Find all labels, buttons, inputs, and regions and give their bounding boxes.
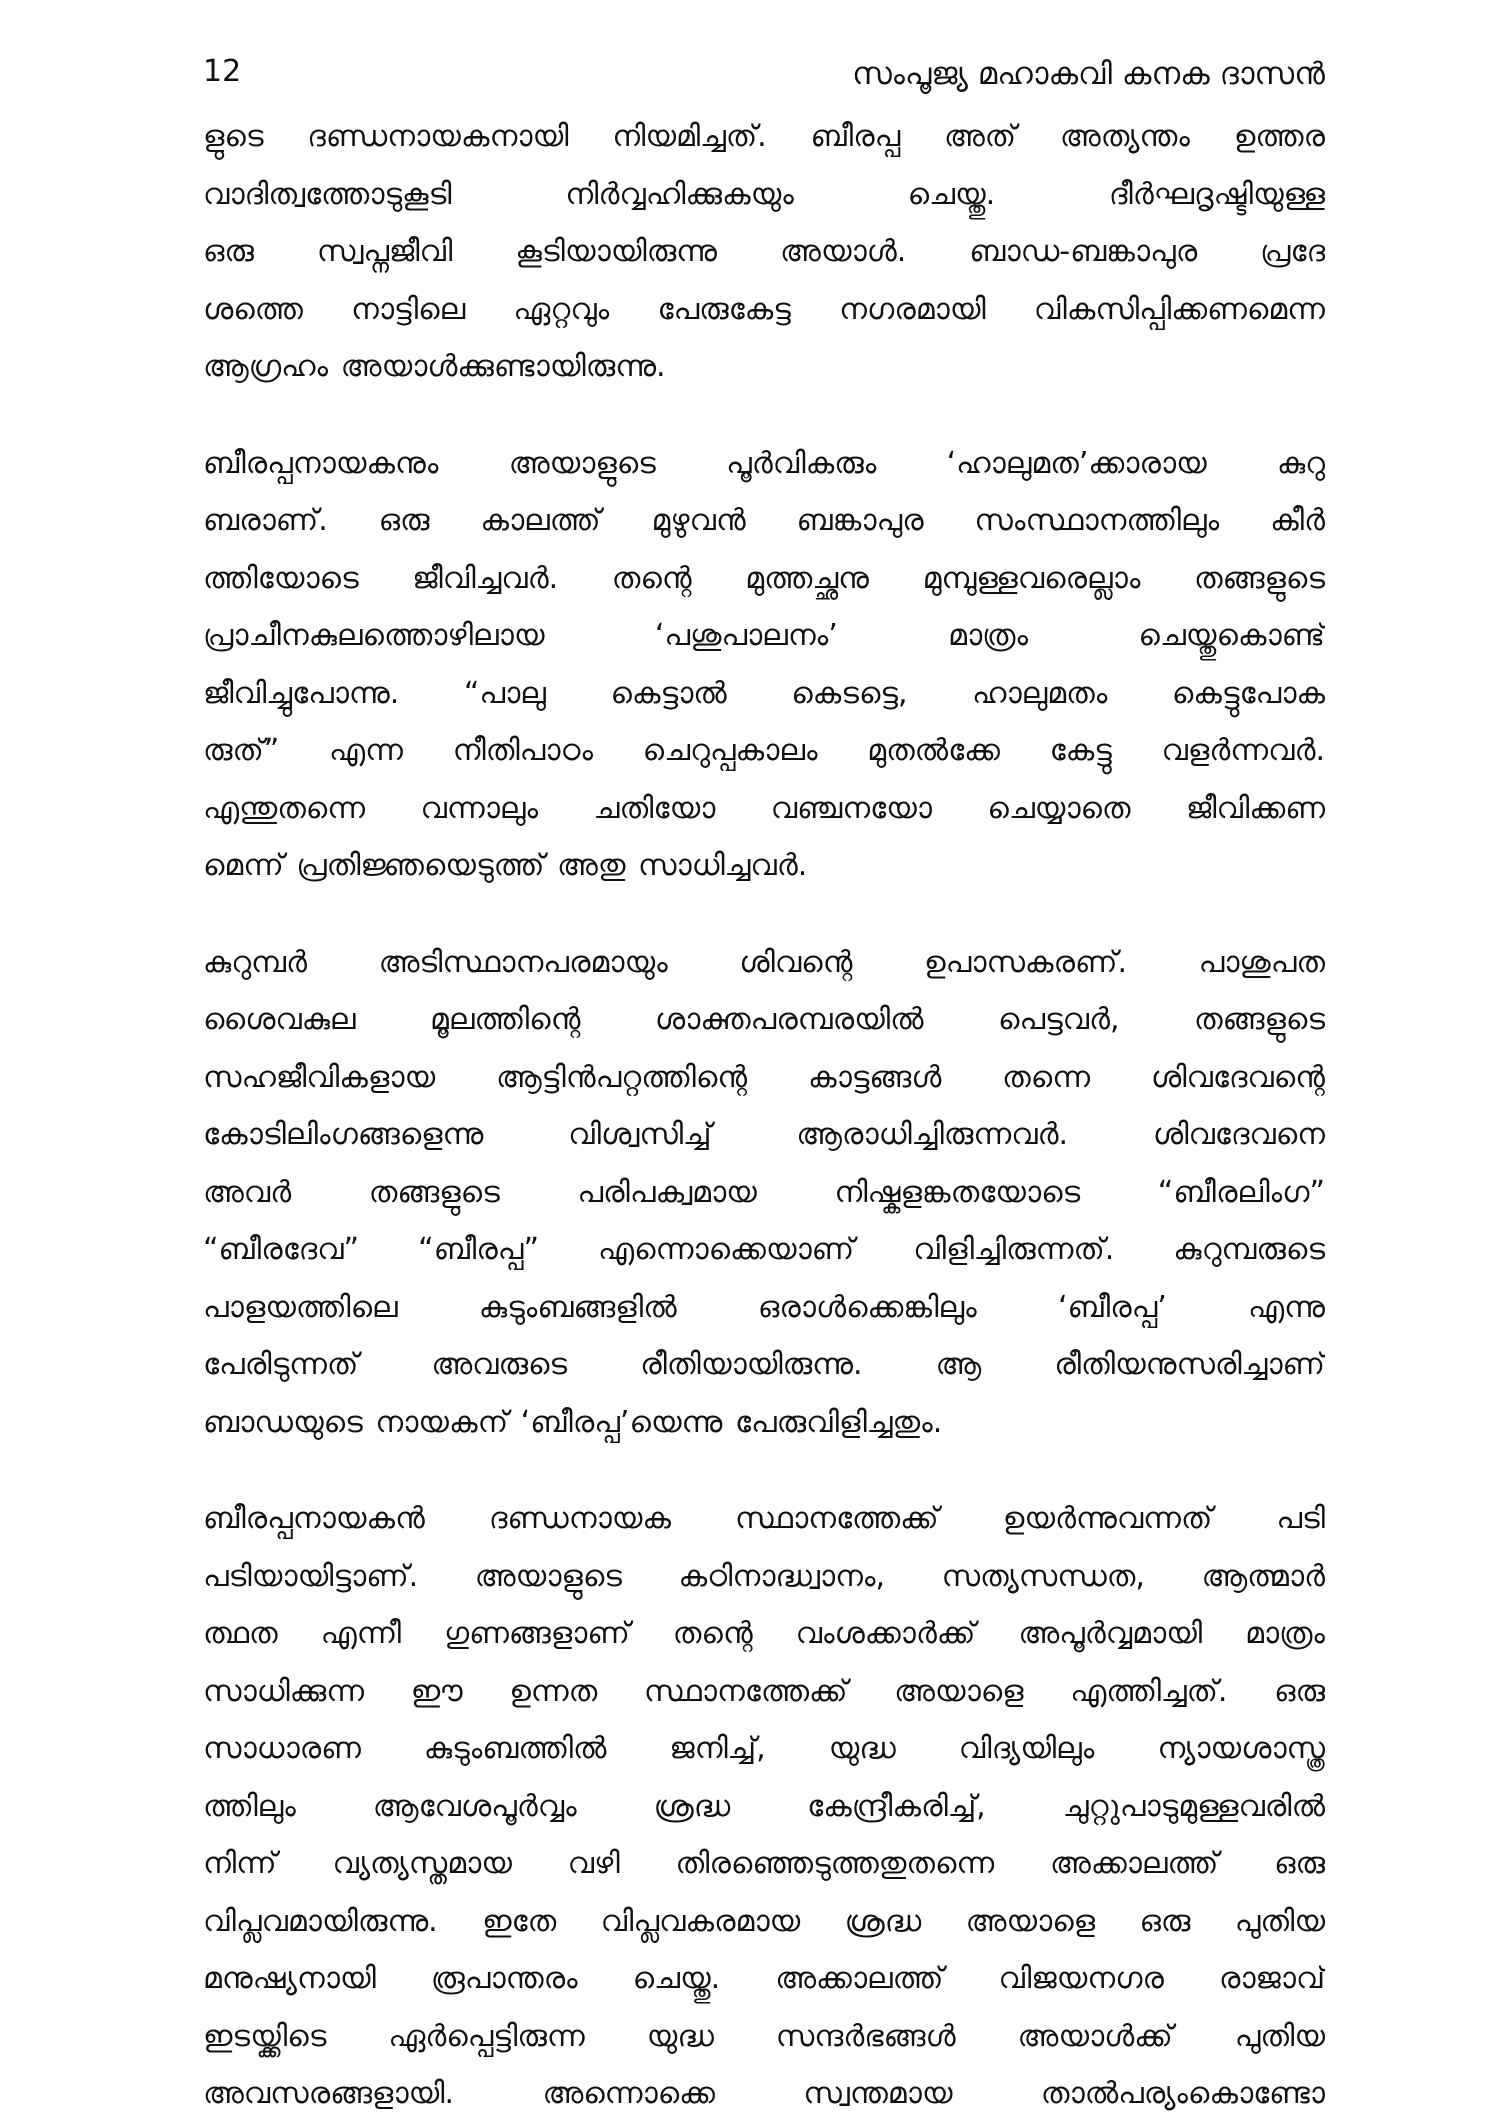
text-line: ളുടെ ദണ്ഡനായകനായി നിയമിച്ചത്. ബീരപ്പ അത് അത്യന്തം ഉത്തര [203,119,1325,154]
text-line: നിന്ന് വ്യത്യസ്തമായ വഴി തിരഞ്ഞെടുത്തതുതന്നെ അക്കാലത്ത് ഒരു [203,1846,1325,1881]
running-title: സംപൂജ്യ മഹാകവി കനക ദാസൻ [852,56,1325,92]
text-line: എന്തുതന്നെ വന്നാലും ചതിയോ വഞ്ചനയോ ചെയ്യാതെ ജീവിക്കണ [203,790,1325,826]
text-line: ബീരപ്പനായകൻ ദണ്ഡനായക സ്ഥാനത്തേക്ക് ഉയർന്നുവന്നത് പടി [203,1501,1325,1536]
text-line: ആഗ്രഹം അയാൾക്കുണ്ടായിരുന്നു. [203,349,666,384]
text-line: ബീരപ്പനായകനും അയാളുടെ പൂർവികരും ‘ഹാലുമത’ക്കാരായ കുറു [203,445,1325,481]
paragraph-2 [203,435,1325,895]
text-line: രുത്” എന്ന നീതിപാഠം ചെറുപ്പകാലം മുതൽക്കേ കേട്ടു വളർന്നവർ. [203,733,1325,768]
text-line: സഹജീവികളായ ആട്ടിൻപറ്റത്തിന്റെ കാട്ടങ്ങൾ തന്നെ ശിവദേവന്റെ [203,1059,1325,1095]
text-line: ശത്തെ നാട്ടിലെ ഏറ്റവും പേരുകേട്ട നഗരമായി വികസിപ്പിക്കണമെന്ന [203,291,1325,327]
paragraph-1 [203,108,1325,396]
text-line: സാധിക്കുന്ന ഈ ഉന്നത സ്ഥാനത്തേക്ക് അയാളെ എത്തിച്ചത്. ഒരു [203,1673,1325,1709]
text-line: അവസരങ്ങളായി. അന്നൊക്കെ സ്വന്തമായ താൽപര്യംകൊണ്ടോ [203,2076,1325,2111]
text-line: കുറുമ്പർ അടിസ്ഥാനപരമായും ശിവന്റെ ഉപാസകരണ്. പാശുപത [203,944,1325,980]
text-line: ബാഡയുടെ നായകന് ‘ബീരപ്പ’യെന്നു പേരുവിളിച്ചതും. [203,1404,943,1440]
text-line: അവർ തങ്ങളുടെ പരിപക്വമായ നിഷ്കളങ്കതയോടെ “ബീരലിംഗ” [203,1174,1325,1210]
text-line: ത്തിയോടെ ജീവിച്ചവർ. തന്റെ മുത്തച്ഛനു മുമ്പുള്ളവരെല്ലാം തങ്ങളുടെ [203,560,1325,596]
text-line: ഇടയ്ക്കിടെ ഏർപ്പെട്ടിരുന്ന യുദ്ധ സന്ദർഭങ്ങൾ അയാൾക്ക് പുതിയ [203,2018,1325,2054]
text-line: “ബീരദേവ” “ബീരപ്പ” എന്നൊക്കെയാണ് വിളിച്ചിരുന്നത്. കുറുമ്പരുടെ [203,1232,1325,1267]
text-line: കോടിലിംഗങ്ങളെന്നു വിശ്വസിച്ച് ആരാധിച്ചിരുന്നവർ. ശിവദേവനെ [203,1117,1325,1152]
text-line: ത്തിലും ആവേശപൂർവ്വം ശ്രദ്ധ കേന്ദ്രീകരിച്ച്, ചുറ്റുപാടുമുള്ളവരിൽ [203,1788,1325,1824]
text-line: മനുഷ്യനായി രൂപാന്തരം ചെയ്തു. അക്കാലത്ത് വിജയനഗര രാജാവ് [203,1961,1325,1996]
text-line: പേരിടുന്നത് അവരുടെ രീതിയായിരുന്നു. ആ രീതിയനുസരിച്ചാണ് [203,1347,1325,1382]
text-line: ബരാണ്. ഒരു കാലത്ത് മുഴുവൻ ബങ്കാപുര സംസ്ഥാനത്തിലും കീർ [203,503,1325,538]
text-line: ശൈവകുല മൂലത്തിന്റെ ശാക്തപരമ്പരയിൽ പെട്ടവർ, തങ്ങളുടെ [203,1002,1325,1037]
text-line: മെന്ന് പ്രതിജ്ഞയെടുത്ത് അതു സാധിച്ചവർ. [203,848,808,883]
text-line: വിപ്ലവമായിരുന്നു. ഇതേ വിപ്ലവകരമായ ശ്രദ്ധ അയാളെ ഒരു പുതിയ [203,1903,1325,1939]
text-line: പടിയായിട്ടാണ്. അയാളുടെ കഠിനാദ്ധ്വാനം, സത്യസന്ധത, ആത്മാർ [203,1558,1325,1594]
text-line: പാളയത്തിലെ കുടുംബങ്ങളിൽ ഒരാൾക്കെങ്കിലും ‘ബീരപ്പ’ എന്നു [203,1289,1325,1325]
page-number: 12 [203,54,242,89]
paragraph-3 [203,934,1325,1452]
text-line: ഒരു സ്വപ്നജീവി കൂടിയായിരുന്നു അയാൾ. ബാഡ-ബങ്കാപുര പ്രദേ [203,234,1325,269]
paragraph-4 [203,1490,1325,2123]
text-line: ജീവിച്ചുപോന്നു. “പാലു കെട്ടാൽ കെടട്ടെ, ഹാലുമതം കെട്ടുപോക [203,675,1325,711]
text-line: പ്രാചീനകുലത്തൊഴിലായ ‘പശുപാലനം’ മാത്രം ചെയ്തുകൊണ്ട് [203,618,1325,653]
body-text [203,108,1325,2123]
text-line: ത്ഥത എന്നീ ഗുണങ്ങളാണ് തന്റെ വംശക്കാർക്ക് അപൂർവ്വമായി മാത്രം [203,1616,1325,1651]
text-line: സാധാരണ കുടുംബത്തിൽ ജനിച്ച്, യുദ്ധ വിദ്യയിലും ന്യായശാസ്ത്ര [203,1731,1325,1766]
text-line: വാദിത്വത്തോടുകൂടി നിർവ്വഹിക്കുകയും ചെയ്തു. ദീർഘദൃഷ്ടിയുള്ള [203,176,1325,212]
page-header [203,52,1325,102]
